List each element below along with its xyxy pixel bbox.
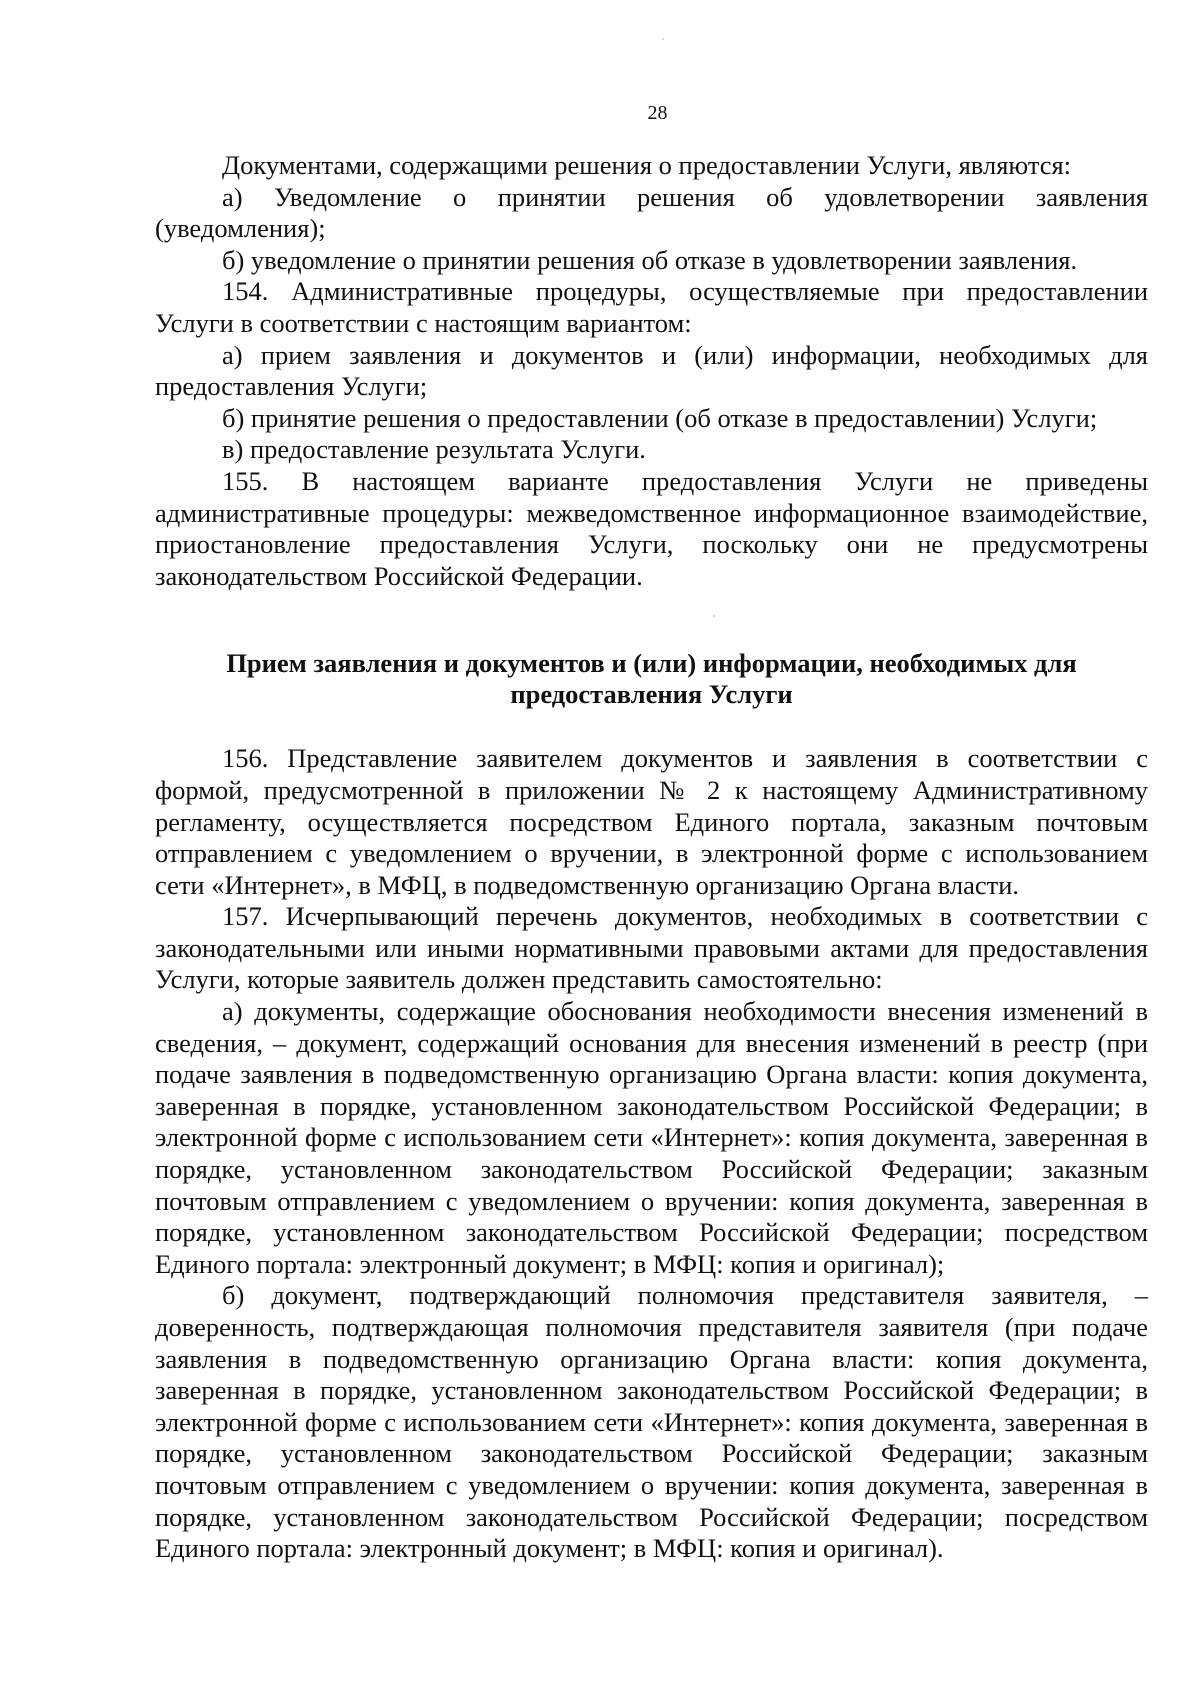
paragraph-157-item-b: б) документ, подтверждающий полномочия представителя заявителя, – доверенность, подтверждающая полномочия представителя заявителя (при подаче заявления в подведомственную организацию Органа власти: копия документа, заверенная в порядке, установленном законодательством Российской Федерации; в электронной форме с использованием сети «Интернет»: копия документа, заверенная в порядке, установленном законодательством Российской Федерации; заказным почтовым отправлением с уведомлением о вручении: копия документа, заверенная в порядке, установленном законодательством Российской Федерации; посредством Единого портала: электронный документ; в МФЦ: копия и оригинал). [155, 1280, 1148, 1564]
paragraph-item-b-refusal: б) уведомление о принятии решения об отказе в удовлетворении заявления. [222, 244, 1078, 275]
document-body [155, 150, 1148, 1565]
page-number: 28 [647, 102, 668, 124]
paragraph-documents-intro: Документами, содержащими решения о предоставлении Услуги, являются: [222, 150, 1072, 180]
scan-speck [662, 38, 664, 40]
paragraph-154-item-b: б) принятие решения о предоставлении (об отказе в предоставлении) Услуги; [222, 402, 1098, 433]
section-heading: Прием заявления и документов и (или) информации, необходимых для предоставления Услуги [226, 648, 1077, 710]
scan-speck [713, 615, 715, 617]
paragraph-156: 156. Представление заявителем документов и заявления в соответствии с формой, предусмотренной в приложении № 2 к настоящему Административному регламенту, осуществляется посредством Единого портала, заказным почтовым отправлением с уведомлением о вручении, в электронной форме с использованием сети «Интернет», в МФЦ, в подведомственную организацию Органа власти. [155, 743, 1148, 900]
paragraph-154: 154. Административные процедуры, осуществляемые при предоставлении Услуги в соответствии с настоящим вариантом: [155, 276, 1148, 338]
paragraph-157-item-a: а) документы, содержащие обоснования необходимости внесения изменений в сведения, – документ, содержащий основания для внесения изменений в реестр (при подаче заявления в подведомственную организацию Органа власти: копия документа, заверенная в порядке, установленном законодательством Российской Федерации; в электронной форме с использованием сети «Интернет»: копия документа, заверенная в порядке, установленном законодательством Российской Федерации; заказным почтовым отправлением с уведомлением о вручении: копия документа, заверенная в порядке, установленном законодательством Российской Федерации; посредством Единого портала: электронный документ; в МФЦ: копия и оригинал); [155, 996, 1148, 1279]
paragraph-157: 157. Исчерпывающий перечень документов, необходимых в соответствии с законодательными или иными нормативными правовыми актами для предоставления Услуги, которые заявитель должен представить самостоятельно: [155, 901, 1148, 995]
paragraph-154-item-c: в) предоставление результата Услуги. [222, 434, 646, 465]
paragraph-item-a-notification: а) Уведомление о принятии решения об удовлетворении заявления (уведомления); [155, 181, 1148, 244]
paragraph-155: 155. В настоящем варианте предоставления Услуги не приведены административные процедуры: межведомственное информационное взаимодействие, приостановление предоставления Услуги, поскольку они не предусмотрены законодательством Российской Федерации. [155, 465, 1148, 591]
paragraph-154-item-a: а) прием заявления и документов и (или) информации, необходимых для предоставления Услуги; [155, 339, 1148, 402]
